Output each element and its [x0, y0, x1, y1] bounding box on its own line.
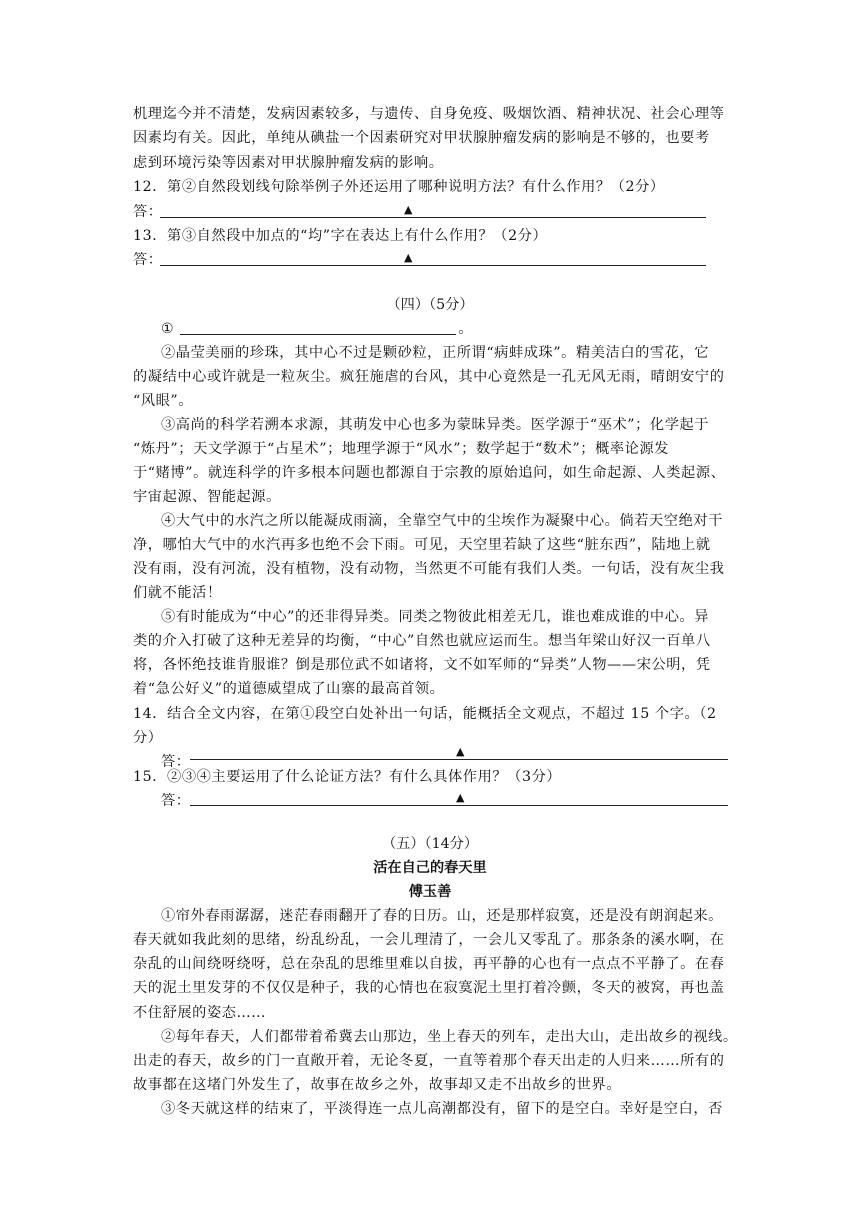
paragraph-line: 着“急公好义”的道德威望成了山寨的最高首领。 — [133, 681, 445, 697]
paragraph-line: 机理迄今并不清楚，发病因素较多，与遗传、自身免疫、吸烟饮酒、精神状况、社会心理等 — [133, 106, 725, 122]
answer-label: 答： — [161, 754, 191, 770]
paragraph-line: ①帘外春雨潺潺，迷茫春雨翻开了春的日历。山，还是那样寂寞，还是没有朗润起来。 — [161, 908, 723, 924]
paragraph-line: ③高尚的科学若溯本求源，其萌发中心也多为蒙昧异类。医学源于“巫术”；化学起于 — [161, 417, 710, 433]
paragraph-line: ⑤有时能成为“中心”的还非得异类。同类之物彼此相差无几，谁也难成谁的中心。异 — [161, 609, 710, 625]
question-13: 13．第③自然段中加点的“均”字在表达上有什么作用？（2分） — [133, 228, 548, 244]
paragraph-number: ① — [161, 321, 175, 337]
paragraph-line: ③冬天就这样的结束了，平淡得连一点儿高潮都没有，留下的是空白。幸好是空白，否 — [161, 1101, 723, 1117]
paragraph-line: 宇宙起源、智能起源。 — [133, 489, 281, 505]
paragraph-line: “炼丹”；天文学源于“占星术”；地理学源于“风水”；数学起于“数术”；概率论源发 — [133, 441, 670, 457]
answer-marker-icon: ▲ — [404, 203, 413, 216]
answer-line-14[interactable] — [190, 759, 728, 760]
paragraph-line: 天的泥土里发芽的不仅仅是种子，我的心情也在寂寞泥土里打着冷颤，冬天的被窝，再也盖 — [133, 980, 725, 996]
paragraph-line: 将，各怀绝技谁肯服谁？倒是那位武不如诸将，文不如军师的“异类”人物——宋公明，凭 — [133, 657, 711, 673]
answer-marker-icon: ▲ — [456, 745, 465, 758]
paragraph-line: ④大气中的水汽之所以能凝成雨滴，全靠空气中的尘埃作为凝聚中心。倘若天空绝对干 — [161, 513, 723, 529]
paragraph-line: 春天就如我此刻的思绪，纷乱纷乱，一会儿理清了，一会儿又零乱了。那条条的溪水啊，在 — [133, 932, 725, 948]
paragraph-line: 们就不能活！ — [133, 585, 222, 601]
paragraph-line: 杂乱的山间绕呀绕呀，总在杂乱的思维里难以自拔，再平静的心也有一点点不平静了。在春 — [133, 956, 725, 972]
paragraph-line: ②晶莹美丽的珍珠，其中心不过是颗砂粒，正所谓“病蚌成珠”。精美洁白的雪花，它 — [161, 345, 710, 361]
question-15: 15．②③④主要运用了什么论证方法？有什么具体作用？（3分） — [133, 769, 562, 785]
answer-line-13[interactable] — [160, 265, 706, 266]
paragraph-line: 故事都在这堵门外发生了，故事在故乡之外，故事却又走不出故乡的世界。 — [133, 1077, 621, 1093]
period: 。 — [458, 321, 474, 337]
paragraph-line: 净，哪怕大气中的水汽再多也绝不会下雨。可见，天空里若缺了这些“脏东西”，陆地上就 — [133, 537, 711, 553]
answer-line-12[interactable] — [160, 217, 706, 218]
article-author: 傅玉善 — [408, 884, 452, 900]
answer-label: 答： — [133, 252, 163, 268]
question-14-cont: 分） — [133, 730, 163, 746]
paragraph-line: 的凝结中心或许就是一粒灰尘。疯狂施虐的台风，其中心竟然是一孔无风无雨，晴朗安宁的 — [133, 369, 725, 385]
paragraph-line: 出走的春天，故乡的门一直敞开着，无论冬夏，一直等着那个春天出走的人归来……所有的 — [133, 1053, 725, 1069]
question-14: 14．结合全文内容，在第①段空白处补出一句话，能概括全文观点，不超过 15 个字。（2 — [133, 706, 717, 722]
paragraph-line: ②每年春天，人们都带着希冀去山那边，坐上春天的列车，走出大山，走出故乡的视线。 — [161, 1029, 738, 1045]
section-4-heading: （四）（5分） — [386, 297, 474, 313]
answer-marker-icon: ▲ — [456, 791, 465, 804]
paragraph-line: “风眼”。 — [133, 393, 194, 409]
paragraph-line: 于“赌博”。就连科学的许多根本问题也都源自于宗教的原始追问，如生命起源、人类起源、 — [133, 465, 726, 481]
paragraph-line: 类的介入打破了这种无差异的均衡，“中心”自然也就应运而生。想当年梁山好汉一百单八 — [133, 633, 711, 649]
answer-label: 答： — [133, 204, 163, 220]
paragraph-line: 没有雨，没有河流，没有植物，没有动物，当然更不可能有我们人类。一句话，没有灰尘我 — [133, 561, 725, 577]
fill-in-blank[interactable] — [180, 318, 456, 335]
section-4-paragraph-1 — [161, 317, 473, 341]
paragraph-line: 因素均有关。因此，单纯从碘盐一个因素研究对甲状腺肿瘤发病的影响是不够的，也要考 — [133, 130, 710, 146]
paragraph-line: 不住舒展的姿态…… — [133, 1005, 267, 1021]
answer-marker-icon: ▲ — [404, 251, 413, 264]
section-5-heading: （五）（14分） — [381, 836, 479, 852]
paragraph-line: 虑到环境污染等因素对甲状腺肿瘤发病的影响。 — [133, 155, 444, 171]
question-12: 12．第②自然段划线句除举例子外还运用了哪种说明方法？有什么作用？（2分） — [133, 179, 665, 195]
article-title: 活在自己的春天里 — [373, 860, 487, 876]
answer-label: 答： — [161, 793, 191, 809]
answer-line-15[interactable] — [190, 805, 728, 806]
